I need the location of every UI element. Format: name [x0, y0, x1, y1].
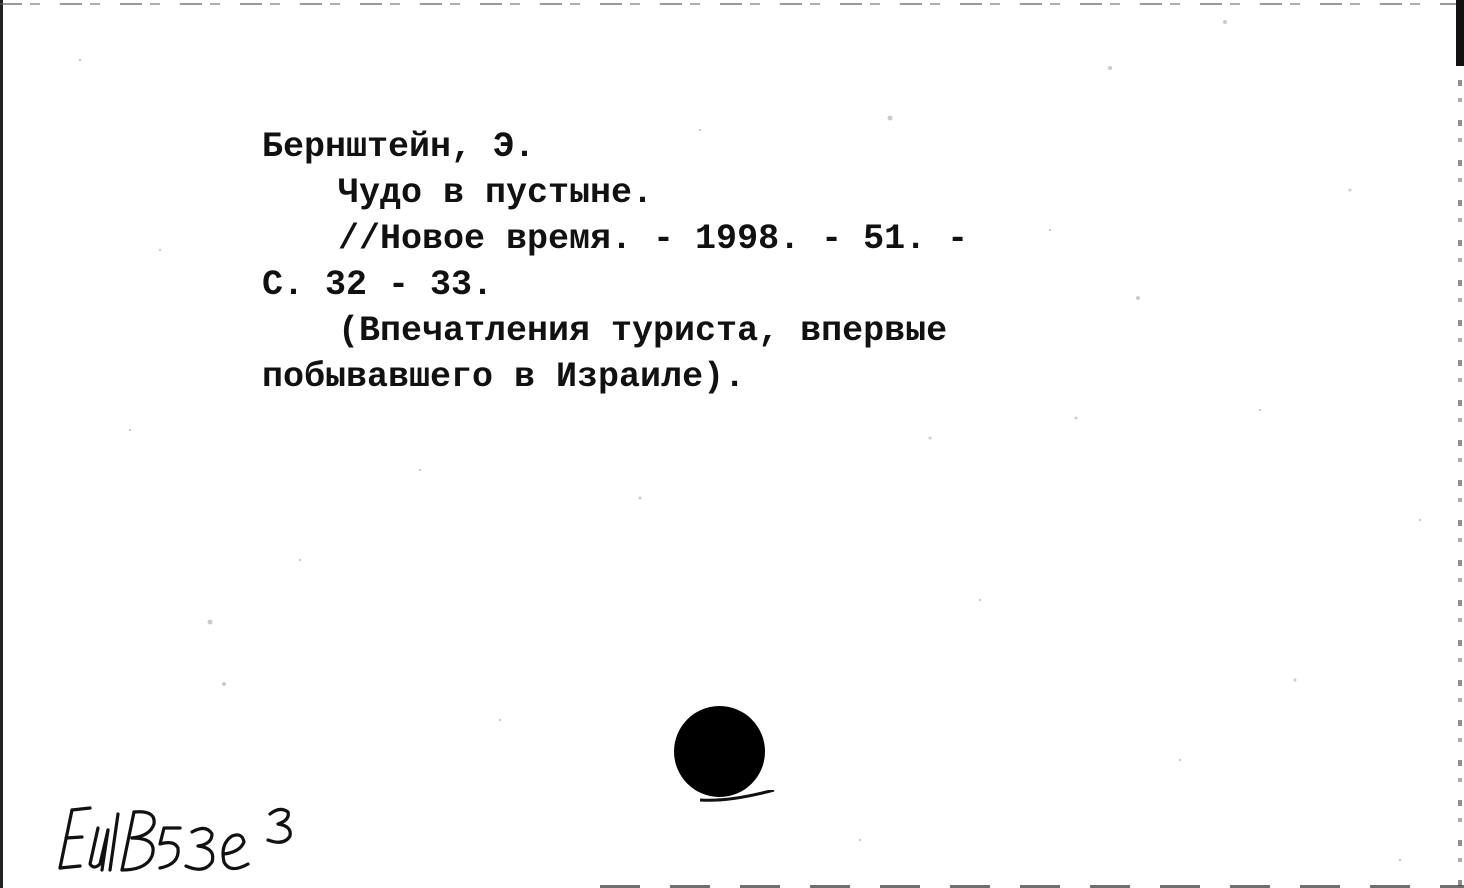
- annotation-line-1: (Впечатления туриста, впервые: [338, 311, 948, 351]
- source-line-2: С. 32 - 33.: [262, 265, 494, 305]
- card-left-edge: [0, 0, 3, 888]
- author-line: Бернштейн, Э.: [262, 127, 536, 167]
- annotation-line-2: побывавшего в Израиле).: [262, 357, 746, 397]
- punch-hole-tear-icon: [700, 790, 776, 806]
- source-line-1: //Новое время. - 1998. - 51. -: [338, 219, 969, 259]
- card-top-edge: [0, 3, 1464, 5]
- handwritten-shelfmark: [56, 790, 316, 880]
- card-corner-mark: [1456, 0, 1464, 66]
- title-line: Чудо в пустыне.: [338, 173, 654, 213]
- punch-hole-icon: [674, 706, 765, 797]
- card-right-edge: [1458, 0, 1462, 888]
